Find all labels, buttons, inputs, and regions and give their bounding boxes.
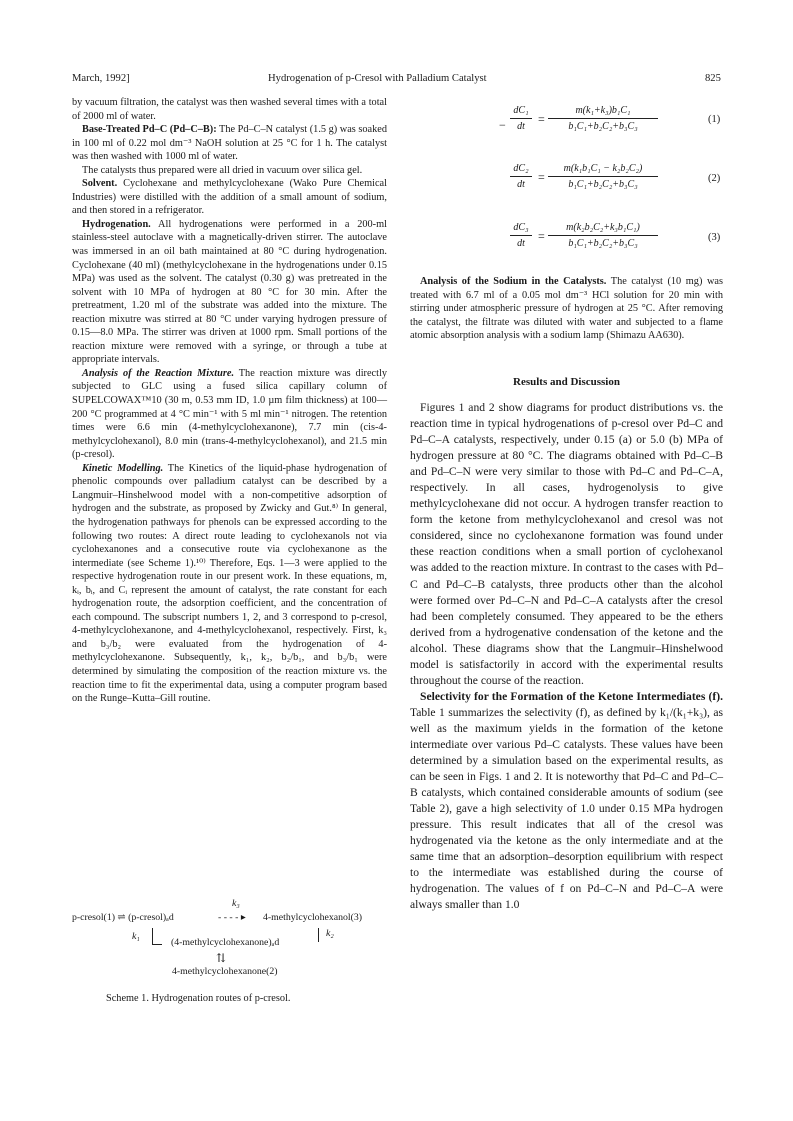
running-header-title: Hydrogenation of p-Cresol with Palladium Catalyst xyxy=(268,73,487,84)
paragraph-text: The Kinetics of the liquid-phase hydrogenation of phenolic compounds over palladium catalyst can be described by a Langmuir–Hinshelwood model with a non-competitive adsorption of hydrogen and the substrate, as proposed by Zwicky and Gut.⁸⁾ In general, the hydrogenation pathways for phenols can be expressed according to the following two routes: A direct route leading to cyclohexanols not via cyclohexanones and a consecutive route via cyclohexanone as the intermediate (see Scheme 1).¹⁰⁾ Therefore, Eqs. 1—3 were applied to the respective hydrogenation route in our present work. In these equations, m, kᵢ, bᵢ, and Cᵢ represent the amount of catalyst, the rate constant for each hydrogenation route, the adsorption coefficient, and the concentration of each compound. The subscript numbers 1, 2, and 3 correspond to p-cresol, 4-methylcyclohexanone, and 4-methylcyclohexanol, respectively. First, k₃ and b₃/b₂ were evaluated from the hydrogenation of 4-methylcyclohexanone. Subsequently, k₁, k₂, b₂/b₁, and b₃/b₁ were determined by simulating the composition of the reaction mixture vs. the reaction time to fit the experimental data, using a computer program based on the Runge–Kutta–Gill routine. xyxy=(72,462,387,705)
equation-lhs-den: dt xyxy=(517,121,525,132)
equation-number: (3) xyxy=(708,232,721,243)
equation-lhs-num: dC₂ xyxy=(513,163,529,174)
section-heading: Results and Discussion xyxy=(513,376,620,388)
paragraph: by vacuum filtration, the catalyst was then washed several times with a total of 2000 ml of water. xyxy=(72,97,387,122)
run-in-heading: Analysis of the Reaction Mixture. xyxy=(82,367,235,379)
equation-denominator: b₁C₁+b₂C₂+b₃C₃ xyxy=(568,121,638,132)
equation-rhs xyxy=(548,222,658,249)
scheme-intermediate-adsorbed: (4-methylcyclohexanone)ₐd xyxy=(171,937,280,948)
scheme-arrow-vertical xyxy=(152,928,153,944)
run-in-heading: Kinetic Modelling. xyxy=(82,462,164,474)
scheme-k3-label: k₃ xyxy=(232,898,240,909)
scheme-arrow-horizontal xyxy=(152,944,162,945)
scheme-product: 4-methylcyclohexanol(3) xyxy=(263,912,363,923)
scheme-reactant: p-cresol(1) ⇌ (p-cresol)ₐd xyxy=(72,912,174,923)
run-in-heading: Hydrogenation. xyxy=(82,218,151,230)
paragraph-text: The Pd–C–N catalyst (1.5 g) was soaked in 100 ml of 0.22 mol dm⁻³ NaOH solution at 25 °C for 1 h. The catalyst was then washed with 1000 ml of water. xyxy=(72,124,387,163)
paragraph-kinetic xyxy=(72,462,387,706)
scheme-caption: Scheme 1. Hydrogenation routes of p-cresol. xyxy=(106,993,291,1004)
paragraph-solvent xyxy=(72,177,387,218)
scheme-k2-label: k₂ xyxy=(326,928,334,939)
paragraph-selectivity xyxy=(410,689,723,914)
scheme-equilibrium-arrows: ⇅ xyxy=(216,951,227,965)
run-in-heading: Selectivity for the Formation of the Ketone Intermediates (f). xyxy=(420,689,723,703)
run-in-heading: Base-Treated Pd–C (Pd–C–B): xyxy=(82,124,217,136)
equation-lhs xyxy=(510,105,532,132)
paragraph-sodium xyxy=(410,275,723,343)
running-header-left: March, 1992] xyxy=(72,73,130,84)
equation-number: (1) xyxy=(708,114,721,125)
equation-number: (2) xyxy=(708,173,721,184)
right-column-results xyxy=(410,400,723,914)
paragraph-base-treated xyxy=(72,123,387,164)
paragraph: The catalysts thus prepared were all dried in vacuum over silica gel. xyxy=(82,164,363,176)
equation-denominator: b₁C₁+b₂C₂+b₃C₃ xyxy=(568,179,638,190)
equation-numerator: m(k₁b₁C₁ − k₂b₂C₂) xyxy=(563,163,643,174)
paragraph-text: The catalyst (10 mg) was treated with 6.7 ml of a 0.05 mol dm⁻³ HCl solution for 20 min with stirring under atmospheric pressure of hydrogen at 25 °C. After removing the catalyst, the filtrate was diluted with water and subjected to a flame atomic absorption analysis with a sodium lamp (Shimazu AA630). xyxy=(410,276,723,342)
equation-sign: − xyxy=(499,118,506,132)
paragraph-text: The reaction mixture was directly subjected to GLC using a fused silica capillary column of SUPELCOWAX™10 (30 m, 0.53 mm ID, 1.0 µm film thickness) at 100—200 °C programmed at 4 °C min⁻¹ with 5 ml min⁻¹ nitrogen. The retention times were 6.6 min (4-methylcyclohexanone), 7.7 min (cis-4-methylcyclohexanol), 8.0 min (trans-4-methylcyclohexanol), and 21.5 min (p-cresol). xyxy=(72,367,387,461)
paragraph-analysis xyxy=(72,367,387,462)
left-column xyxy=(72,96,387,706)
right-column-top xyxy=(410,275,723,343)
run-in-heading: Analysis of the Sodium in the Catalysts. xyxy=(420,276,607,287)
scheme-k1-label: k₁ xyxy=(132,931,140,942)
page-number: 825 xyxy=(705,73,721,84)
paragraph-results: Figures 1 and 2 show diagrams for product distributions vs. the reaction time in typical hydrogenations of p-cresol over Pd–C and Pd–C–A catalysts, respectively, under 0.15 (a) or 5.0 (b) MPa of hydrogen pressure at 80 °C. The diagrams obtained with Pd–C–B and Pd–C–N were very similar to those with Pd–C and Pd–C–A, respectively. In all cases, hydrogenolysis to give methylcyclohexane did not occur. A hydrogen transfer reaction to form the ketone from methylcyclohexanol and cresol was not considered, since no cyclohexanone formation was found under these reaction conditions when a small portion of cyclohexanol was added to the reaction mixture. In contrast to the cases with Pd–C and Pd–C–B catalysts, three products other than the alcohol were formed over Pd–C–N and Pd–C–A catalysts after the cresol had been completely consumed. They appeared to be the ethers derived from a hydrogenative condensation of the ketone and the alcohol. These diagrams show that the Langmuir–Hinshelwood model is satisfactorily in accord with the experimental results throughout the course of the reaction. xyxy=(410,401,723,687)
equation-denominator: b₁C₁+b₂C₂+b₃C₃ xyxy=(568,238,638,249)
equation-rhs xyxy=(548,105,658,132)
equation-rhs xyxy=(548,163,658,190)
equation-lhs-den: dt xyxy=(517,179,525,190)
paragraph-hydrogenation xyxy=(72,218,387,367)
scheme-intermediate: 4-methylcyclohexanone(2) xyxy=(172,966,278,977)
equation-lhs xyxy=(510,222,532,249)
equation-lhs-num: dC₃ xyxy=(513,222,529,233)
paragraph-text: Table 1 summarizes the selectivity (f), as defined by k₁/(k₁+k₃), as well as the maximum yields in the formation of the ketone intermediate over various Pd–C catalysts. These values have been determined by a simulation based on the experimental results, as can be seen in Figs. 1 and 2. It is noteworthy that Pd–C and Pd–C–B catalysts, which contained considerable amounts of sodium (see Table 2), gave a high selectivity of 1.0 under 0.15 MPa hydrogen pressure. This result indicates that all of the cresol was hydrogenated via the ketone as the only intermediate and at the same time that an adsorption–desorption equilibrium with respect to the intermediate was established during the course of hydrogenation. The values of f on Pd–C–N and Pd–C–A were always smaller than 1.0 xyxy=(410,705,723,912)
scheme-up-arrow xyxy=(318,928,319,942)
scheme-dashed-arrow: - - - - ▸ xyxy=(218,912,246,923)
equation-lhs-num: dC₁ xyxy=(513,105,529,116)
equation-lhs xyxy=(510,163,532,190)
run-in-heading: Solvent. xyxy=(82,178,118,190)
equation-lhs-den: dt xyxy=(517,238,525,249)
paragraph-text: Cyclohexane and methylcyclohexane (Wako Pure Chemical Industries) were distilled with the addition of a small amount of sodium, and then stored in a refrigerator. xyxy=(72,178,387,217)
paragraph-text: All hydrogenations were performed in a 200-ml stainless-steel autoclave with a magnetically-driven stirrer. The autoclave was immersed in an oil bath maintained at 80 °C during hydrogenation. Cyclohexane (40 ml) (methylcyclohexane in the hydrogenations under 0.15 MPa) was used as the solvent. The catalyst (0.30 g) was pretreated in the solvent with 10 MPa of hydrogen at 80 °C for 30 min. After the pretreatment, 1.20 ml of the substrate was added into the mixture. The reaction mixutre was stirred at 80 °C under varying hydrogen pressure of 0.15—8.0 MPa. The stirrer was driven at 1000 rpm. Small portions of the reaction mixture were removed with a syringe, or through a tube at appropriate intervals. xyxy=(72,218,387,366)
equation-numerator: m(k₂b₂C₂+k₃b₁C₁) xyxy=(566,222,640,233)
equation-numerator: m(k₁+k₃)b₁C₁ xyxy=(575,105,631,116)
